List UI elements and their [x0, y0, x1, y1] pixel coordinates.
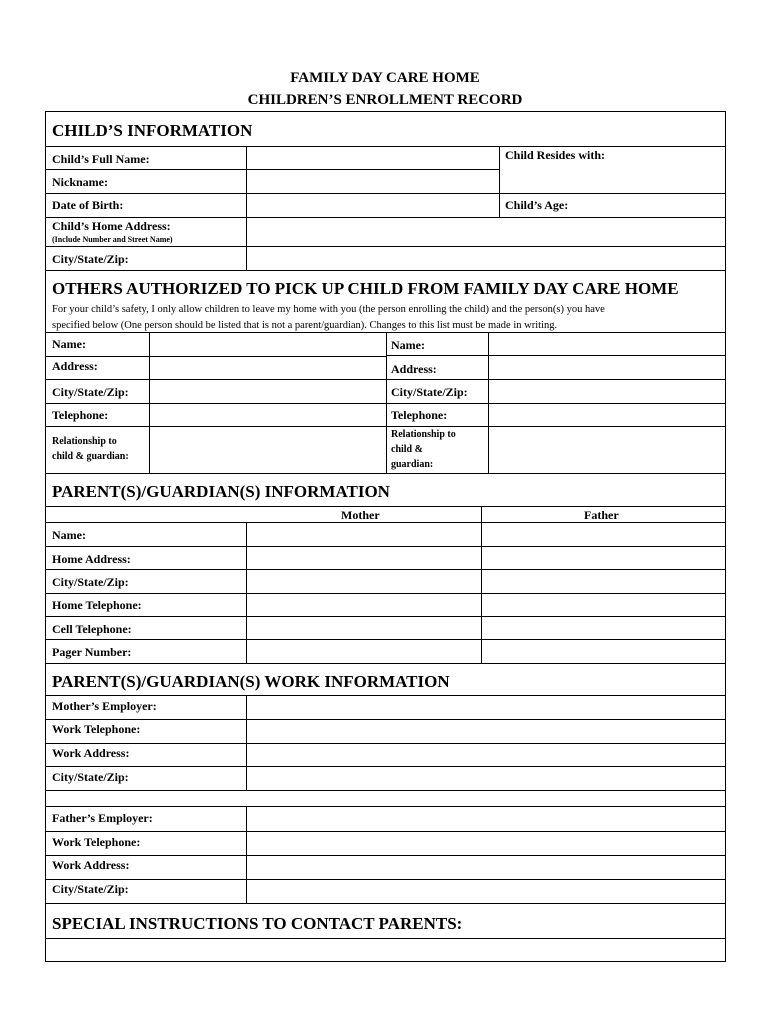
child-home-address-field[interactable] — [247, 218, 725, 246]
parent-home-address-label: Home Address: — [52, 552, 131, 566]
special-instructions-field[interactable] — [47, 939, 725, 961]
divider — [46, 903, 725, 904]
mother-pager-number-field[interactable] — [247, 640, 481, 663]
parent-city-state-zip-label: City/State/Zip: — [52, 575, 129, 589]
mother-work-telephone-field[interactable] — [247, 720, 725, 743]
father-work-telephone-field[interactable] — [247, 832, 725, 855]
father-work-city-field[interactable] — [247, 880, 725, 903]
authorized-right-telephone-field[interactable] — [489, 404, 725, 426]
authorized-right-address-field[interactable] — [489, 356, 725, 379]
date-of-birth-label: Date of Birth: — [52, 198, 124, 212]
authorized-right-name-field[interactable] — [489, 333, 725, 355]
father-column-header: Father — [584, 508, 619, 522]
parent-home-telephone-label: Home Telephone: — [52, 598, 142, 612]
nickname-label: Nickname: — [52, 175, 108, 189]
child-resides-with-label: Child Resides with: — [505, 148, 606, 162]
father-city-state-zip-field[interactable] — [482, 570, 725, 593]
parent-pager-number-label: Pager Number: — [52, 645, 132, 659]
divider — [46, 473, 725, 474]
father-work-city-label: City/State/Zip: — [52, 882, 129, 896]
father-home-telephone-field[interactable] — [482, 594, 725, 616]
authorized-left-telephone-field[interactable] — [150, 404, 386, 426]
authorized-right-relationship-label-line2: child & — [391, 444, 423, 455]
mother-work-city-field[interactable] — [247, 767, 725, 790]
authorized-left-relationship-field[interactable] — [150, 427, 386, 473]
authorized-note-line1: For your child’s safety, I only allow children to leave my home with you (the person enrolling the child) and the person(s) you have — [52, 304, 605, 315]
mother-employer-label: Mother’s Employer: — [52, 699, 157, 713]
authorized-left-telephone-label: Telephone: — [52, 408, 109, 422]
father-employer-field[interactable] — [247, 807, 725, 831]
divider — [46, 506, 725, 507]
work-heading: PARENT(S)/GUARDIAN(S) WORK INFORMATION — [52, 672, 450, 691]
child-full-name-field[interactable] — [247, 147, 499, 169]
father-home-address-field[interactable] — [482, 547, 725, 569]
home-address-note: (Include Number and Street Name) — [52, 235, 173, 244]
authorized-left-city-field[interactable] — [150, 380, 386, 403]
mother-work-address-field[interactable] — [247, 744, 725, 766]
child-full-name-label: Child’s Full Name: — [52, 152, 150, 166]
divider — [46, 270, 725, 271]
mother-city-state-zip-field[interactable] — [247, 570, 481, 593]
parent-name-label: Name: — [52, 528, 86, 542]
father-work-telephone-label: Work Telephone: — [52, 835, 141, 849]
father-work-address-label: Work Address: — [52, 858, 130, 872]
authorized-right-telephone-label: Telephone: — [391, 408, 448, 422]
father-pager-number-field[interactable] — [482, 640, 725, 663]
mother-employer-field[interactable] — [247, 696, 725, 719]
authorized-left-relationship-label-line2: child & guardian: — [52, 451, 129, 462]
authorized-right-relationship-label-line1: Relationship to — [391, 429, 456, 440]
date-of-birth-field[interactable] — [247, 194, 499, 217]
divider — [46, 790, 725, 791]
special-instructions-heading: SPECIAL INSTRUCTIONS TO CONTACT PARENTS: — [52, 914, 463, 933]
divider — [46, 663, 725, 664]
nickname-field[interactable] — [247, 170, 499, 193]
form-title: FAMILY DAY CARE HOME — [290, 70, 480, 86]
authorized-right-relationship-field[interactable] — [489, 427, 725, 473]
child-city-state-zip-field[interactable] — [247, 247, 725, 270]
mother-work-address-label: Work Address: — [52, 746, 130, 760]
child-city-state-zip-label: City/State/Zip: — [52, 252, 129, 266]
authorized-right-address-label: Address: — [391, 362, 437, 376]
parent-cell-telephone-label: Cell Telephone: — [52, 622, 132, 636]
authorized-left-address-field[interactable] — [150, 357, 386, 379]
father-work-address-field[interactable] — [247, 856, 725, 879]
authorized-right-city-label: City/State/Zip: — [391, 385, 468, 399]
authorized-note-line2: specified below (One person should be listed that is not a parent/guardian). Changes to this list must be made in writing. — [52, 320, 558, 331]
authorized-left-name-field[interactable] — [150, 333, 386, 356]
child-resides-with-field[interactable] — [500, 162, 725, 193]
child-info-heading: CHILD’S INFORMATION — [52, 121, 253, 140]
father-name-field[interactable] — [482, 523, 725, 546]
mother-work-city-label: City/State/Zip: — [52, 770, 129, 784]
enrollment-form — [45, 111, 726, 962]
mother-cell-telephone-field[interactable] — [247, 617, 481, 639]
authorized-left-address-label: Address: — [52, 359, 98, 373]
form-subtitle: CHILDREN’S ENROLLMENT RECORD — [247, 92, 523, 108]
authorized-right-city-field[interactable] — [489, 380, 725, 403]
mother-name-field[interactable] — [247, 523, 481, 546]
mother-home-telephone-field[interactable] — [247, 594, 481, 616]
authorized-left-city-label: City/State/Zip: — [52, 385, 129, 399]
authorized-right-relationship-label-line3: guardian: — [391, 459, 434, 470]
authorized-heading: OTHERS AUTHORIZED TO PICK UP CHILD FROM FAMILY DAY CARE HOME — [52, 279, 679, 298]
child-age-label: Child’s Age: — [505, 198, 569, 212]
divider — [386, 332, 387, 473]
child-home-address-label: Child’s Home Address: — [52, 219, 171, 233]
mother-work-telephone-label: Work Telephone: — [52, 722, 141, 736]
authorized-right-name-label: Name: — [391, 338, 425, 352]
mother-column-header: Mother — [341, 508, 380, 522]
mother-home-address-field[interactable] — [247, 547, 481, 569]
father-cell-telephone-field[interactable] — [482, 617, 725, 639]
father-employer-label: Father’s Employer: — [52, 811, 153, 825]
authorized-left-name-label: Name: — [52, 337, 86, 351]
parents-heading: PARENT(S)/GUARDIAN(S) INFORMATION — [52, 482, 390, 501]
authorized-left-relationship-label-line1: Relationship to — [52, 436, 117, 447]
